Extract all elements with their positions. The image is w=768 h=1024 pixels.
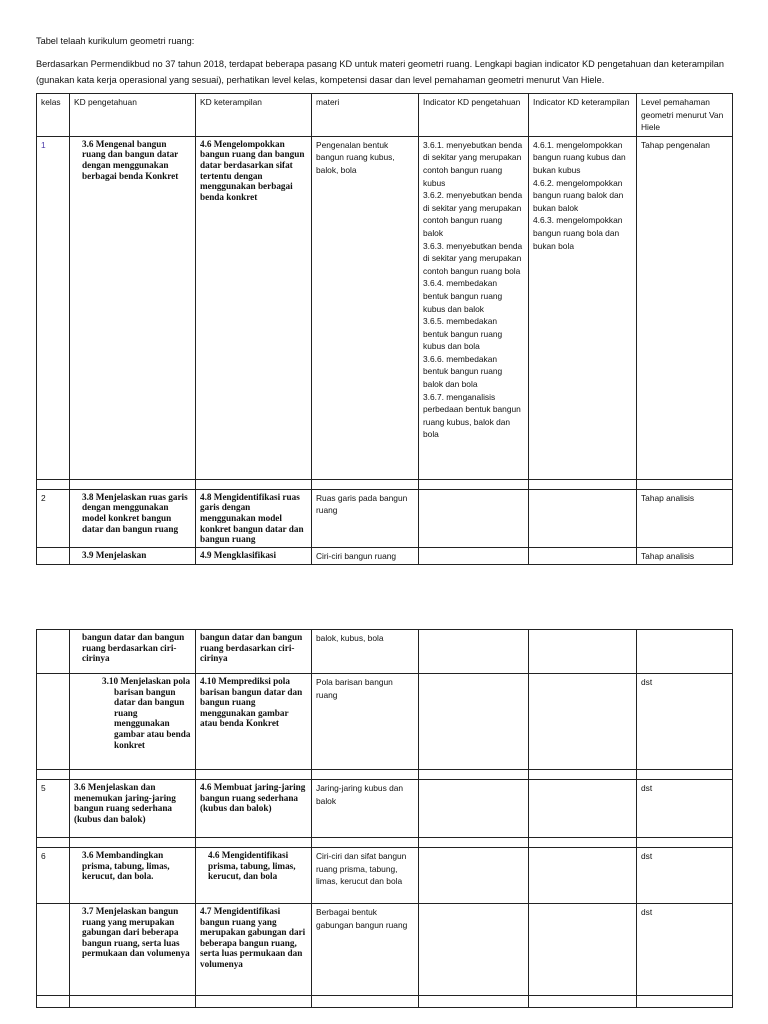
table-row (37, 674, 733, 770)
kelas-cell (37, 904, 70, 996)
spacer-row (37, 838, 733, 848)
level-cell: dst (637, 904, 733, 996)
kelas-cell: 2 (37, 489, 70, 547)
kd-pengetahuan-cell: 3.6 Mengenal bangun ruang dan bangun datar dengan menggunakan berbagai benda Konkret (70, 136, 196, 479)
table-row (37, 630, 733, 674)
table-row (37, 547, 733, 565)
materi-cell: Ruas garis pada bangun ruang (312, 489, 419, 547)
indicator-keterampilan-cell (529, 848, 637, 904)
header-kd-pengetahuan: KD pengetahuan (70, 94, 196, 137)
indicator-keterampilan-cell (529, 630, 637, 674)
level-cell: Tahap analisis (637, 489, 733, 547)
kd-pengetahuan-cell: 3.7 Menjelaskan bangun ruang yang merupakan gabungan dari beberapa bangun ruang, serta luas permukaan dan volumenya (70, 904, 196, 996)
materi-cell: Jaring-jaring kubus dan balok (312, 780, 419, 838)
spacer-row (37, 996, 733, 1008)
header-row (37, 94, 733, 137)
materi-cell: Ciri-ciri bangun ruang (312, 547, 419, 565)
indicator-pengetahuan-cell (419, 848, 529, 904)
indicator-keterampilan-cell: 4.6.1. mengelompokkan bangun ruang kubus dan bukan kubus 4.6.2. mengelompokkan bangun ruang balok dan bukan balok 4.6.3. mengelompokkan bangun ruang bola dan bukan bola (529, 136, 637, 479)
materi-cell: Pola barisan bangun ruang (312, 674, 419, 770)
page-title: Tabel telaah kurikulum geometri ruang: (36, 36, 195, 46)
kd-keterampilan-cell: 4.6 Mengidentifikasi prisma, tabung, limas, kerucut, dan bola (196, 848, 312, 904)
header-kd-keterampilan: KD keterampilan (196, 94, 312, 137)
kd-keterampilan-cell: 4.6 Membuat jaring-jaring bangun ruang sederhana (kubus dan balok) (196, 780, 312, 838)
level-cell: dst (637, 674, 733, 770)
indicator-pengetahuan-cell (419, 489, 529, 547)
kd-keterampilan-cell: 4.8 Mengidentifikasi ruas garis dengan menggunakan model konkret bangun datar dan bangun ruang (196, 489, 312, 547)
header-level: Level pemahaman geometri menurut Van Hiele (637, 94, 733, 137)
header-kelas: kelas (37, 94, 70, 137)
header-materi: materi (312, 94, 419, 137)
kd-pengetahuan-cell: 3.6 Membandingkan prisma, tabung, limas, kerucut, dan bola. (70, 848, 196, 904)
level-cell: dst (637, 780, 733, 838)
level-cell: dst (637, 848, 733, 904)
indicator-pengetahuan-cell (419, 904, 529, 996)
table-row (37, 489, 733, 547)
kd-pengetahuan-cell: bangun datar dan bangun ruang berdasarkan ciri-cirinya (70, 630, 196, 674)
table-row (37, 136, 733, 479)
kd-keterampilan-cell: 4.7 Mengidentifikasi bangun ruang yang merupakan gabungan dari beberapa bangun ruang, serta luas permukaan dan volumenya (196, 904, 312, 996)
kelas-cell: 6 (37, 848, 70, 904)
level-cell: Tahap analisis (637, 547, 733, 565)
header-indicator-keterampilan: Indicator KD keterampilan (529, 94, 637, 137)
spacer-row (37, 770, 733, 780)
level-cell (637, 630, 733, 674)
materi-cell: Berbagai bentuk gabungan bangun ruang (312, 904, 419, 996)
indicator-pengetahuan-cell: 3.6.1. menyebutkan benda di sekitar yang merupakan contoh bangun ruang kubus 3.6.2. menyebutkan benda di sekitar yang merupakan contoh bangun ruang balok 3.6.3. menyebutkan benda di sekitar yang merupakan contoh bangun ruang bola 3.6.4. membedakan bentuk bangun ruang kubus dan balok 3.6.5. membedakan bentuk bangun ruang kubus dan bola 3.6.6. membedakan bentuk bangun ruang balok dan bola 3.6.7. menganalisis perbedaan bentuk bangun ruang kubus, balok dan bola (419, 136, 529, 479)
kelas-cell (37, 547, 70, 565)
indicator-keterampilan-cell (529, 489, 637, 547)
curriculum-table-page-2 (36, 629, 733, 1008)
curriculum-table-page-1 (36, 93, 733, 565)
kd-pengetahuan-cell: 3.10 Menjelaskan pola barisan bangun datar dan bangun ruang menggunakan gambar atau benda konkret (70, 674, 196, 770)
indicator-pengetahuan-cell (419, 780, 529, 838)
kd-keterampilan-cell: 4.9 Mengklasifikasi (196, 547, 312, 565)
indicator-pengetahuan-cell (419, 547, 529, 565)
kelas-cell: 1 (37, 136, 70, 479)
indicator-keterampilan-cell (529, 904, 637, 996)
spacer-row (37, 479, 733, 489)
kd-pengetahuan-cell: 3.6 Menjelaskan dan menemukan jaring-jaring bangun ruang sederhana (kubus dan balok) (70, 780, 196, 838)
kd-keterampilan-cell: bangun datar dan bangun ruang berdasarkan ciri-cirinya (196, 630, 312, 674)
kd-pengetahuan-cell: 3.8 Menjelaskan ruas garis dengan menggunakan model konkret bangun datar dan bangun ruang (70, 489, 196, 547)
kelas-cell (37, 630, 70, 674)
indicator-keterampilan-cell (529, 547, 637, 565)
materi-cell: Pengenalan bentuk bangun ruang kubus, balok, bola (312, 136, 419, 479)
table-row (37, 904, 733, 996)
table-row (37, 780, 733, 838)
kd-keterampilan-cell: 4.6 Mengelompokkan bangun ruang dan bangun datar berdasarkan sifat tertentu dengan menggunakan berbagai benda konkret (196, 136, 312, 479)
level-cell: Tahap pengenalan (637, 136, 733, 479)
indicator-keterampilan-cell (529, 674, 637, 770)
materi-cell: balok, kubus, bola (312, 630, 419, 674)
indicator-keterampilan-cell (529, 780, 637, 838)
kd-keterampilan-cell: 4.10 Memprediksi pola barisan bangun datar dan bangun ruang menggunakan gambar atau benda Konkret (196, 674, 312, 770)
header-indicator-pengetahuan: Indicator KD pengetahuan (419, 94, 529, 137)
table-row (37, 848, 733, 904)
kelas-cell: 5 (37, 780, 70, 838)
kd-pengetahuan-cell: 3.9 Menjelaskan (70, 547, 196, 565)
indicator-pengetahuan-cell (419, 630, 529, 674)
materi-cell: Ciri-ciri dan sifat bangun ruang prisma, tabung, limas, kerucut dan bola (312, 848, 419, 904)
intro-paragraph: Berdasarkan Permendikbud no 37 tahun 2018, terdapat beberapa pasang KD untuk materi geometri ruang. Lengkapi bagian indicator KD pengetahuan dan keterampilan (gunakan kata kerja operasional yang sesuai), perhatikan level kelas, kompetensi dasar dan level pemahaman geometri menurut Van Hiele. (36, 59, 724, 85)
kelas-cell (37, 674, 70, 770)
indicator-pengetahuan-cell (419, 674, 529, 770)
